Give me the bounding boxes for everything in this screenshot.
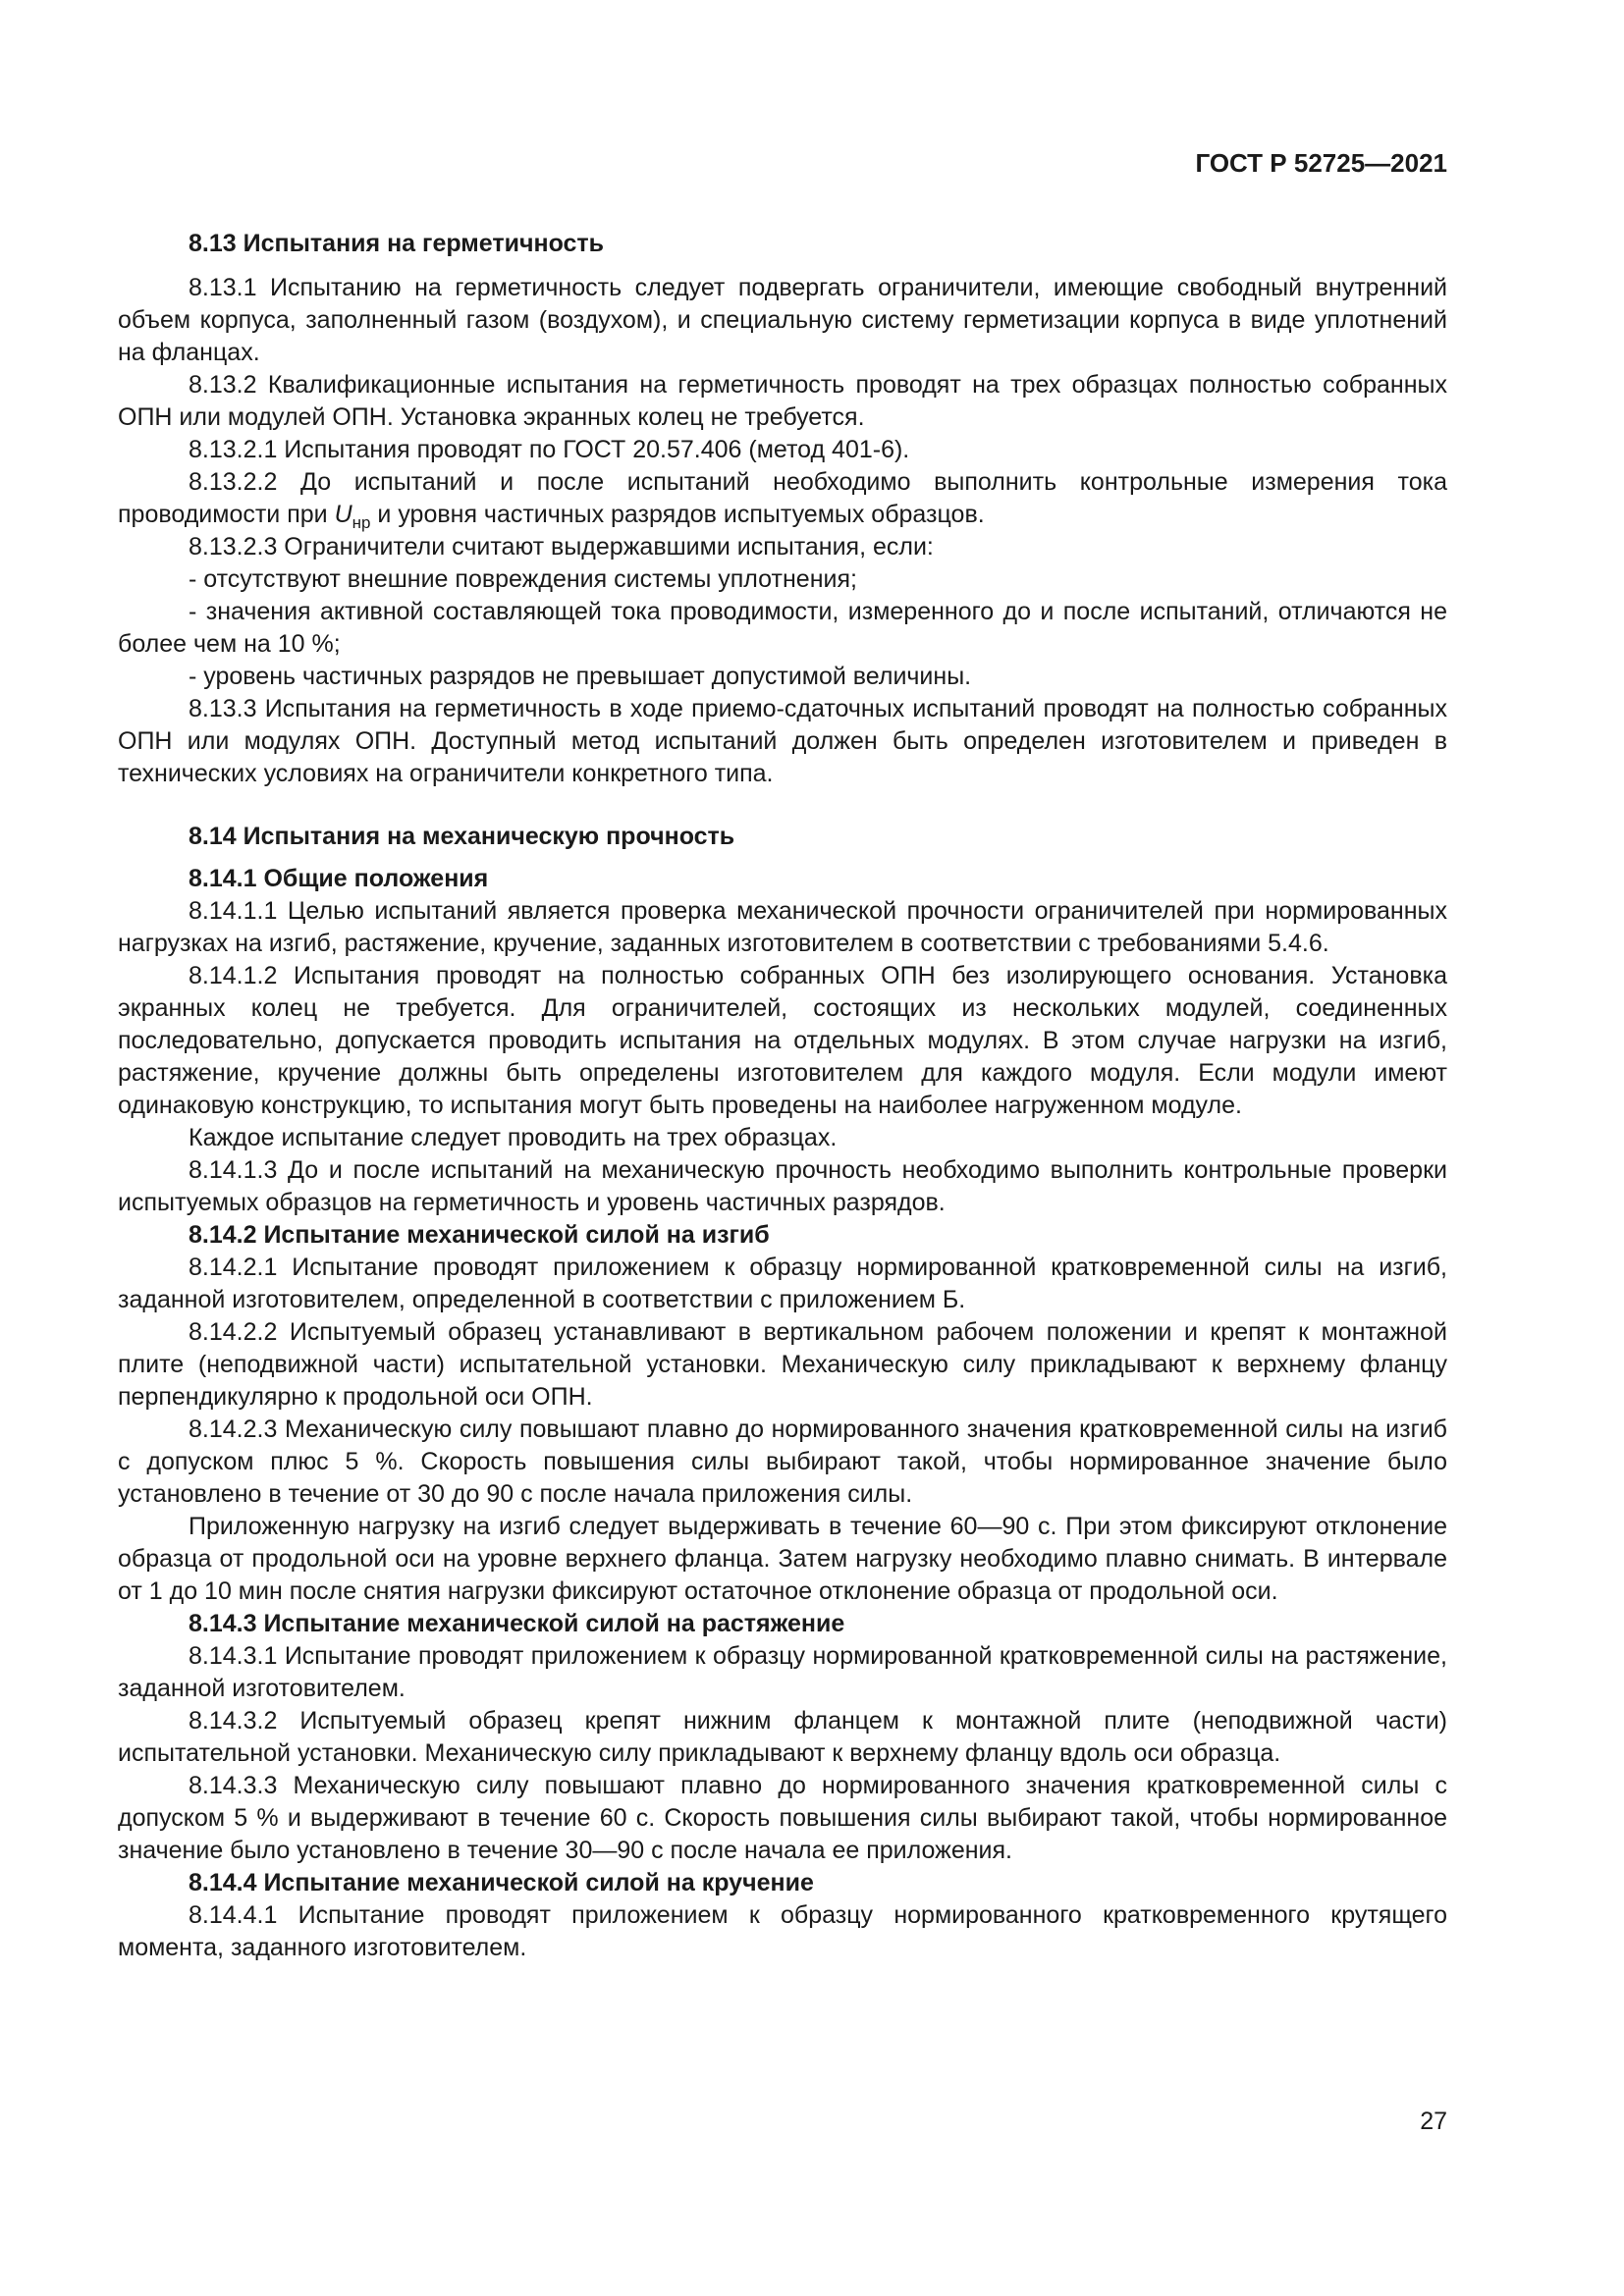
paragraph-three-samples: Каждое испытание следует проводить на трех образцах. — [189, 1124, 838, 1151]
section-heading-8-14: 8.14 Испытания на механическую прочность — [189, 823, 735, 850]
paragraph-8-14-2-1: 8.14.2.1 Испытание проводят приложением к образцу нормированной кратковременной силы на изгиб, заданной изготовителем, определенной в соответствии с приложением Б. — [118, 1254, 1447, 1313]
voltage-subscript: нр — [352, 513, 371, 532]
paragraph-8-14-1-3: 8.14.1.3 До и после испытаний на механическую прочность необходимо выполнить контрольные проверки испытуемых образцов на герметичность и уровень частичных разрядов. — [118, 1156, 1447, 1216]
list-item-current-deviation: - значения активной составляющей тока проводимости, измеренного до и после испытаний, отличаются не более чем на 10 %; — [118, 598, 1447, 658]
paragraph-8-13-3: 8.13.3 Испытания на герметичность в ходе приемо-сдаточных испытаний проводят на полностью собранных ОПН или модулях ОПН. Доступный метод испытаний должен быть определен изготовителем и приведен в технических условиях на ограничители конкретного типа. — [118, 695, 1447, 787]
subsection-heading-8-14-2: 8.14.2 Испытание механической силой на изгиб — [189, 1221, 770, 1249]
standard-designation: ГОСТ Р 52725—2021 — [1195, 148, 1447, 178]
paragraph-8-14-3-1: 8.14.3.1 Испытание проводят приложением к образцу нормированной кратковременной силы на растяжение, заданной изготовителем. — [118, 1642, 1447, 1702]
page-number: 27 — [1420, 2108, 1447, 2135]
subsection-heading-8-14-4: 8.14.4 Испытание механической силой на кручение — [189, 1869, 814, 1896]
paragraph-8-13-2-1: 8.13.2.1 Испытания проводят по ГОСТ 20.57.406 (метод 401-6). — [189, 436, 910, 463]
paragraph-8-13-2-2-text-a: 8.13.2.2 До испытаний и после испытаний необходимо выполнить контрольные измерения тока проводимости при — [118, 468, 1447, 528]
section-heading-8-13: 8.13 Испытания на герметичность — [189, 230, 605, 257]
paragraph-8-14-2-2: 8.14.2.2 Испытуемый образец устанавливают в вертикальном рабочем положении и крепят к монтажной плите (неподвижной части) испытательной установки. Механическую силу прикладывают к верхнему фланцу перпендикулярно к продольной оси ОПН. — [118, 1318, 1447, 1411]
paragraph-bending-load: Приложенную нагрузку на изгиб следует выдерживать в течение 60—90 с. При этом фиксируют отклонение образца от продольной оси на уровне верхнего фланца. Затем нагрузку необходимо плавно снимать. В интервале от 1 до 10 мин после снятия нагрузки фиксируют остаточное отклонение образца от продольной оси. — [118, 1513, 1447, 1605]
document-body — [118, 228, 1447, 1964]
subsection-heading-8-14-3: 8.14.3 Испытание механической силой на растяжение — [189, 1610, 845, 1637]
paragraph-8-13-2-3: 8.13.2.3 Ограничители считают выдержавшими испытания, если: — [189, 533, 934, 561]
paragraph-8-14-1-2: 8.14.1.2 Испытания проводят на полностью собранных ОПН без изолирующего основания. Установка экранных колец не требуется. Для ограничителей, состоящих из нескольких модулей, соединенных последовательно, допускается проводить испытания на отдельных модулях. В этом случае нагрузки на изгиб, растяжение, кручение должны быть определены изготовителем для каждого модуля. Если модули имеют одинаковую конструкцию, то испытания могут быть проведены на наиболее нагруженном модуле. — [118, 962, 1447, 1119]
paragraph-8-14-3-3: 8.14.3.3 Механическую силу повышают плавно до нормированного значения кратковременной силы с допуском 5 % и выдерживают в течение 60 с. Скорость повышения силы выбирают такой, чтобы нормированное значение было установлено в течение 30—90 с после начала ее приложения. — [118, 1772, 1447, 1864]
paragraph-8-14-2-3: 8.14.2.3 Механическую силу повышают плавно до нормированного значения кратковременной силы на изгиб с допуском плюс 5 %. Скорость повышения силы выбирают такой, чтобы нормированное значение было установлено в течение от 30 до 90 с после начала приложения силы. — [118, 1415, 1447, 1508]
paragraph-8-14-1-1: 8.14.1.1 Целью испытаний является проверка механической прочности ограничителей при нормированных нагрузках на изгиб, растяжение, кручение, заданных изготовителем в соответствии с требованиями 5.4.6. — [118, 897, 1447, 957]
paragraph-8-14-4-1: 8.14.4.1 Испытание проводят приложением к образцу нормированного кратковременного крутящего момента, заданного изготовителем. — [118, 1901, 1447, 1961]
document-page — [118, 0, 1447, 2296]
paragraph-8-13-2: 8.13.2 Квалификационные испытания на герметичность проводят на трех образцах полностью собранных ОПН или модулей ОПН. Установка экранных колец не требуется. — [118, 371, 1447, 431]
list-item-partial-discharge: - уровень частичных разрядов не превышает допустимой величины. — [189, 663, 972, 690]
paragraph-8-13-2-2 — [118, 466, 1447, 531]
paragraph-8-13-2-2-text-b: и уровня частичных разрядов испытуемых образцов. — [370, 501, 985, 528]
list-item-seal-damage: - отсутствуют внешние повреждения системы уплотнения; — [189, 565, 857, 593]
paragraph-8-13-1: 8.13.1 Испытанию на герметичность следует подвергать ограничители, имеющие свободный внутренний объем корпуса, заполненный газом (воздухом), и специальную систему герметизации корпуса в виде уплотнений на фланцах. — [118, 274, 1447, 366]
subsection-heading-8-14-1: 8.14.1 Общие положения — [189, 865, 489, 892]
paragraph-8-14-3-2: 8.14.3.2 Испытуемый образец крепят нижним фланцем к монтажной плите (неподвижной части) испытательной установки. Механическую силу прикладывают к верхнему фланцу вдоль оси образца. — [118, 1707, 1447, 1767]
voltage-symbol: U — [334, 501, 352, 528]
